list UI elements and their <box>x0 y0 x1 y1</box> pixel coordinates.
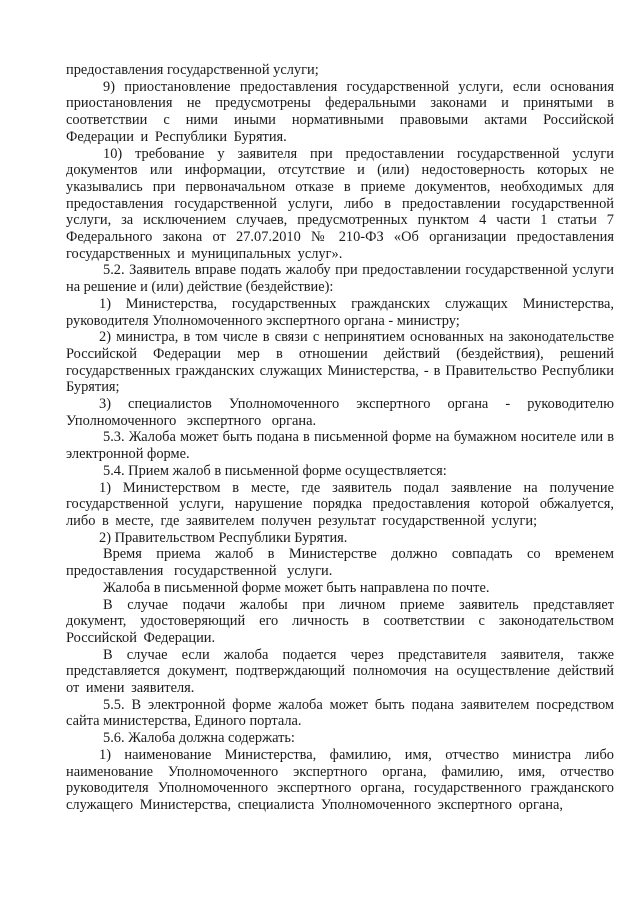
paragraph-5-2-item-2: 2) министра, в том числе в связи с непринятием основанных на законодательстве Российской Федерации мер в отношении действий (бездействия), решений государственных гражданских служащих Министерства, - в Правительство Республики Бурятия; <box>66 329 614 396</box>
paragraph-5-4-item-1: 1) Министерством в месте, где заявитель подал заявление на получение государственной услуги, нарушение порядка предоставления которой обжалуется, либо в месте, где заявителем получен результат государственной услуги; <box>66 479 614 529</box>
paragraph-5-2: 5.2. Заявитель вправе подать жалобу при предоставлении государственной услуги на решение и (или) действие (бездействие): <box>66 262 614 296</box>
paragraph-continuation: предоставления государственной услуги; <box>66 62 319 78</box>
paragraph-5-2-item-3: 3) специалистов Уполномоченного экспертного органа - руководителю Уполномоченного экспертного органа. <box>66 396 614 429</box>
paragraph-5-6: 5.6. Жалоба должна содержать: <box>103 730 295 747</box>
paragraph-item-10: 10) требование у заявителя при предоставлении государственной услуги документов или информации, отсутствие и (или) недостоверность которых не указывались при первоначальном отказе в приеме документов, необходимых для предоставления государственной услуги, либо в предоставлении государственной услуги, за исключением случаев, предусмотренных пунктом 4 части 1 статьи 7 Федерального закона от 27.07.2010 № 210-ФЗ «Об организации предоставления государственных и муниципальных услуг». <box>66 145 614 262</box>
paragraph-reception-time: Время приема жалоб в Министерстве должно совпадать со временем предоставления государственной услуги. <box>66 546 614 580</box>
paragraph-5-4-item-2: 2) Правительством Республики Бурятия. <box>99 529 348 546</box>
paragraph-5-5: 5.5. В электронной форме жалоба может быть подана заявителем посредством сайта министерства, Единого портала. <box>66 696 614 730</box>
paragraph-5-3: 5.3. Жалоба может быть подана в письменной форме на бумажном носителе или в электронной форме. <box>66 429 614 463</box>
paragraph-personal-reception: В случае подачи жалобы при личном приеме заявитель представляет документ, удостоверяющий его личность в соответствии с законодательством Российской Федерации. <box>66 596 614 646</box>
paragraph-item-9: 9) приостановление предоставления государственной услуги, если основания приостановления не предусмотрены федеральными законами и принятыми в соответствии с ними иными нормативными правовыми актами Российской Федерации и Республики Бурятия. <box>66 78 614 145</box>
paragraph-by-mail: Жалоба в письменной форме может быть направлена по почте. <box>103 579 490 596</box>
paragraph-5-4: 5.4. Прием жалоб в письменной форме осуществляется: <box>103 462 447 479</box>
paragraph-5-2-item-1: 1) Министерства, государственных гражданских служащих Министерства, руководителя Уполномоченного экспертного органа - министру; <box>66 295 614 329</box>
document-page <box>66 62 614 814</box>
paragraph-representative: В случае если жалоба подается через представителя заявителя, также представляется документ, подтверждающий полномочия на осуществление действий от имени заявителя. <box>66 646 614 697</box>
paragraph-5-6-item-1: 1) наименование Министерства, фамилию, имя, отчество министра либо наименование Уполномоченного экспертного органа, фамилию, имя, отчество руководителя Уполномоченного экспертного органа, государственного гражданского служащего Министерства, специалиста Уполномоченного экспертного органа, <box>66 746 614 813</box>
